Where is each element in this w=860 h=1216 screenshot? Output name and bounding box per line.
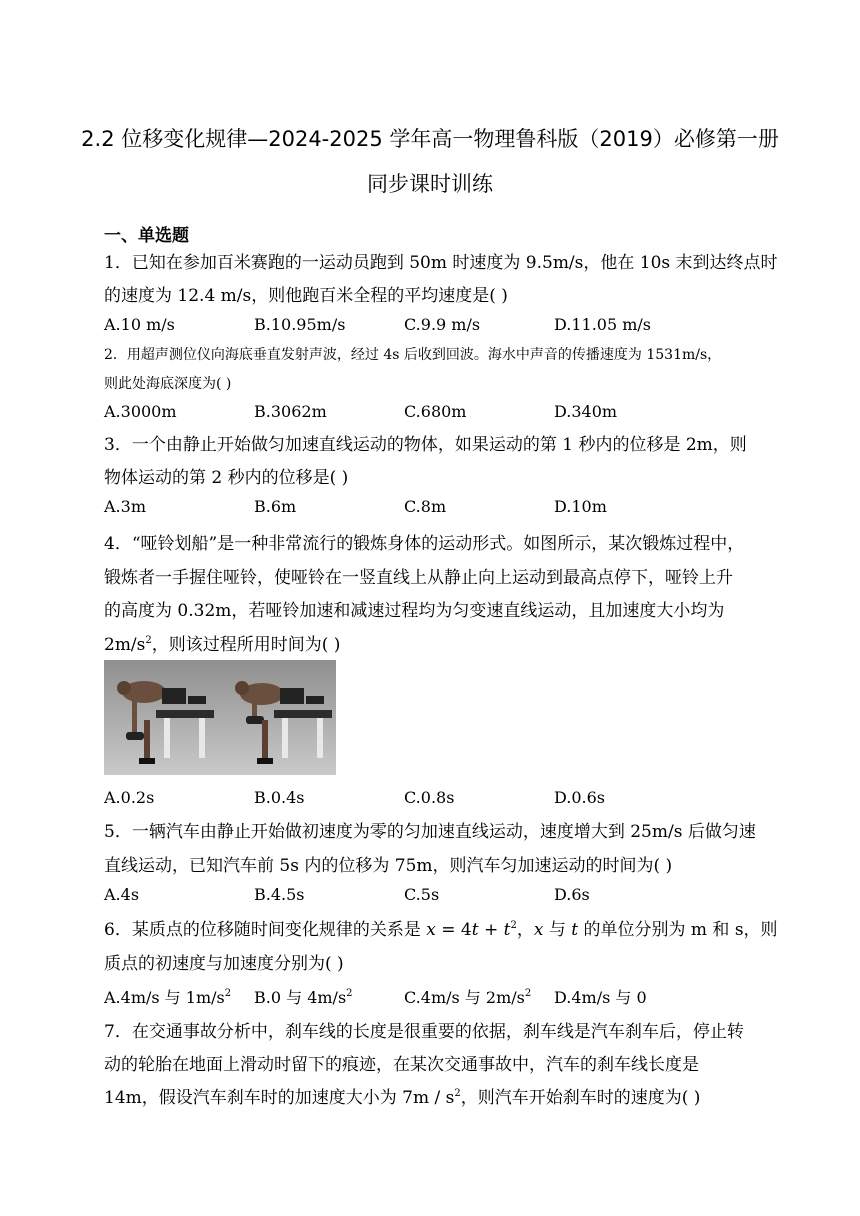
q6-formula-plus: + (478, 920, 504, 940)
dumbbell-row-photo (104, 660, 336, 775)
q6-option-c-exponent: 2 (524, 988, 532, 999)
q6-formula-t2: t (503, 920, 511, 940)
question-2-line-1: 2．用超声测位仪向海底垂直发射声波，经过 4s 后收到回波。海水中声音的传播速度为 1531m/s， (104, 347, 722, 363)
question-5-line-2: 直线运动，已知汽车前 5s 内的位移为 75m，则汽车匀加速运动的时间为( ) (104, 856, 673, 876)
q6-option-d-text: D.4m/s 与 0 (554, 988, 647, 1007)
q6-option-b-exponent: 2 (346, 988, 353, 999)
question-4-line-1: 4．“哑铃划船”是一种非常流行的锻炼身体的运动形式。如图所示，某次锻炼过程中， (104, 534, 745, 554)
q3-option-a: A.3m (104, 497, 146, 516)
section-heading: 一、单选题 (104, 226, 189, 246)
question-6-line-2: 质点的初速度与加速度分别为( ) (104, 954, 344, 974)
question-1-line-2: 的速度为 12.4 m/s，则他跑百米全程的平均速度是( ) (104, 286, 508, 306)
q6-formula-exponent: 2 (510, 920, 517, 931)
q2-option-c: C.680m (404, 402, 467, 421)
q6-option-a (104, 985, 231, 1008)
q4-accel-exponent: 2 (145, 635, 152, 646)
q1-option-a: A.10 m/s (104, 315, 175, 334)
q5-option-b: B.4.5s (254, 885, 305, 904)
question-6-line-1 (104, 915, 778, 940)
question-7-line-3 (104, 1083, 700, 1108)
q3-option-d: D.10m (554, 497, 607, 516)
q2-option-b: B.3062m (254, 402, 327, 421)
question-4-line-3: 的高度为 0.32m，若哑铃加速和减速过程均为匀变速直线运动，且加速度大小均为 (104, 601, 725, 621)
question-2-line-2: 则此处海底深度为( ) (104, 376, 232, 392)
q6-option-a-exponent: 2 (224, 988, 232, 999)
question-3-line-2: 物体运动的第 2 秒内的位移是( ) (104, 468, 349, 488)
question-4-line-4 (104, 630, 340, 655)
q6-option-c-text: C.4m/s 与 2m/s (404, 988, 525, 1007)
q1-option-b: B.10.95m/s (254, 315, 346, 334)
q6-text-c: 与 (543, 920, 572, 940)
question-7-line-2: 动的轮胎在地面上滑动时留下的痕迹，在某次交通事故中，汽车的刹车线长度是 (104, 1055, 699, 1075)
question-1-line-1: 1．已知在参加百米赛跑的一运动员跑到 50m 时速度为 9.5m/s，他在 10s 末到达终点时 (104, 253, 778, 273)
q6-option-b (254, 985, 353, 1008)
question-4-line-2: 锻炼者一手握住哑铃，使哑铃在一竖直线上从静止向上运动到最高点停下，哑铃上升 (104, 568, 733, 588)
q4-option-b: B.0.4s (254, 788, 305, 807)
q5-option-d: D.6s (554, 885, 590, 904)
q6-option-a-text: A.4m/s 与 1m/s (104, 988, 225, 1007)
q4-option-c: C.0.8s (404, 788, 455, 807)
q4-accel-unit: 2m/s (104, 635, 146, 655)
q7-text-a: 14m，假设汽车刹车时的加速度大小为 7m / s (104, 1088, 455, 1108)
q6-formula-x: x (426, 920, 436, 940)
question-3-line-1: 3．一个由静止开始做匀加速直线运动的物体，如果运动的第 1 秒内的位移是 2m，则 (104, 435, 747, 455)
title-line-2: 同步课时训练 (367, 172, 493, 196)
question-7-line-1: 7．在交通事故分析中，刹车线的长度是很重要的依据，刹车线是汽车刹车后，停止转 (104, 1022, 744, 1042)
q6-option-d (554, 985, 647, 1008)
q4-question-tail: ，则该过程所用时间为( ) (151, 635, 341, 655)
q3-option-c: C.8m (404, 497, 447, 516)
q6-text-b: ， (516, 920, 534, 940)
q2-option-a: A.3000m (104, 402, 177, 421)
q2-option-d: D.340m (554, 402, 618, 421)
q6-formula-mid: = 4 (435, 920, 472, 940)
q6-option-c (404, 985, 531, 1008)
q6-text-d: 的单位分别为 m 和 s，则 (578, 920, 778, 940)
q3-option-b: B.6m (254, 497, 297, 516)
q6-text-a: 6．某质点的位移随时间变化规律的关系是 (104, 920, 427, 940)
q7-exponent: 2 (454, 1088, 461, 1099)
q6-option-b-text: B.0 与 4m/s (254, 988, 347, 1007)
q5-option-a: A.4s (104, 885, 140, 904)
q6-formula-t: t (471, 920, 479, 940)
q6-var-t: t (571, 920, 579, 940)
q1-option-d: D.11.05 m/s (554, 315, 652, 334)
q4-option-d: D.0.6s (554, 788, 605, 807)
q4-option-a: A.0.2s (104, 788, 155, 807)
q1-option-c: C.9.9 m/s (404, 315, 481, 334)
q5-option-c: C.5s (404, 885, 440, 904)
q6-var-x: x (533, 920, 544, 940)
q7-text-b: ，则汽车开始刹车时的速度为( ) (460, 1088, 701, 1108)
question-5-line-1: 5．一辆汽车由静止开始做初速度为零的匀加速直线运动，速度增大到 25m/s 后做匀速 (104, 822, 756, 842)
title-line-1: 2.2 位移变化规律—2024-2025 学年高一物理鲁科版（2019）必修第一册 (81, 127, 779, 151)
